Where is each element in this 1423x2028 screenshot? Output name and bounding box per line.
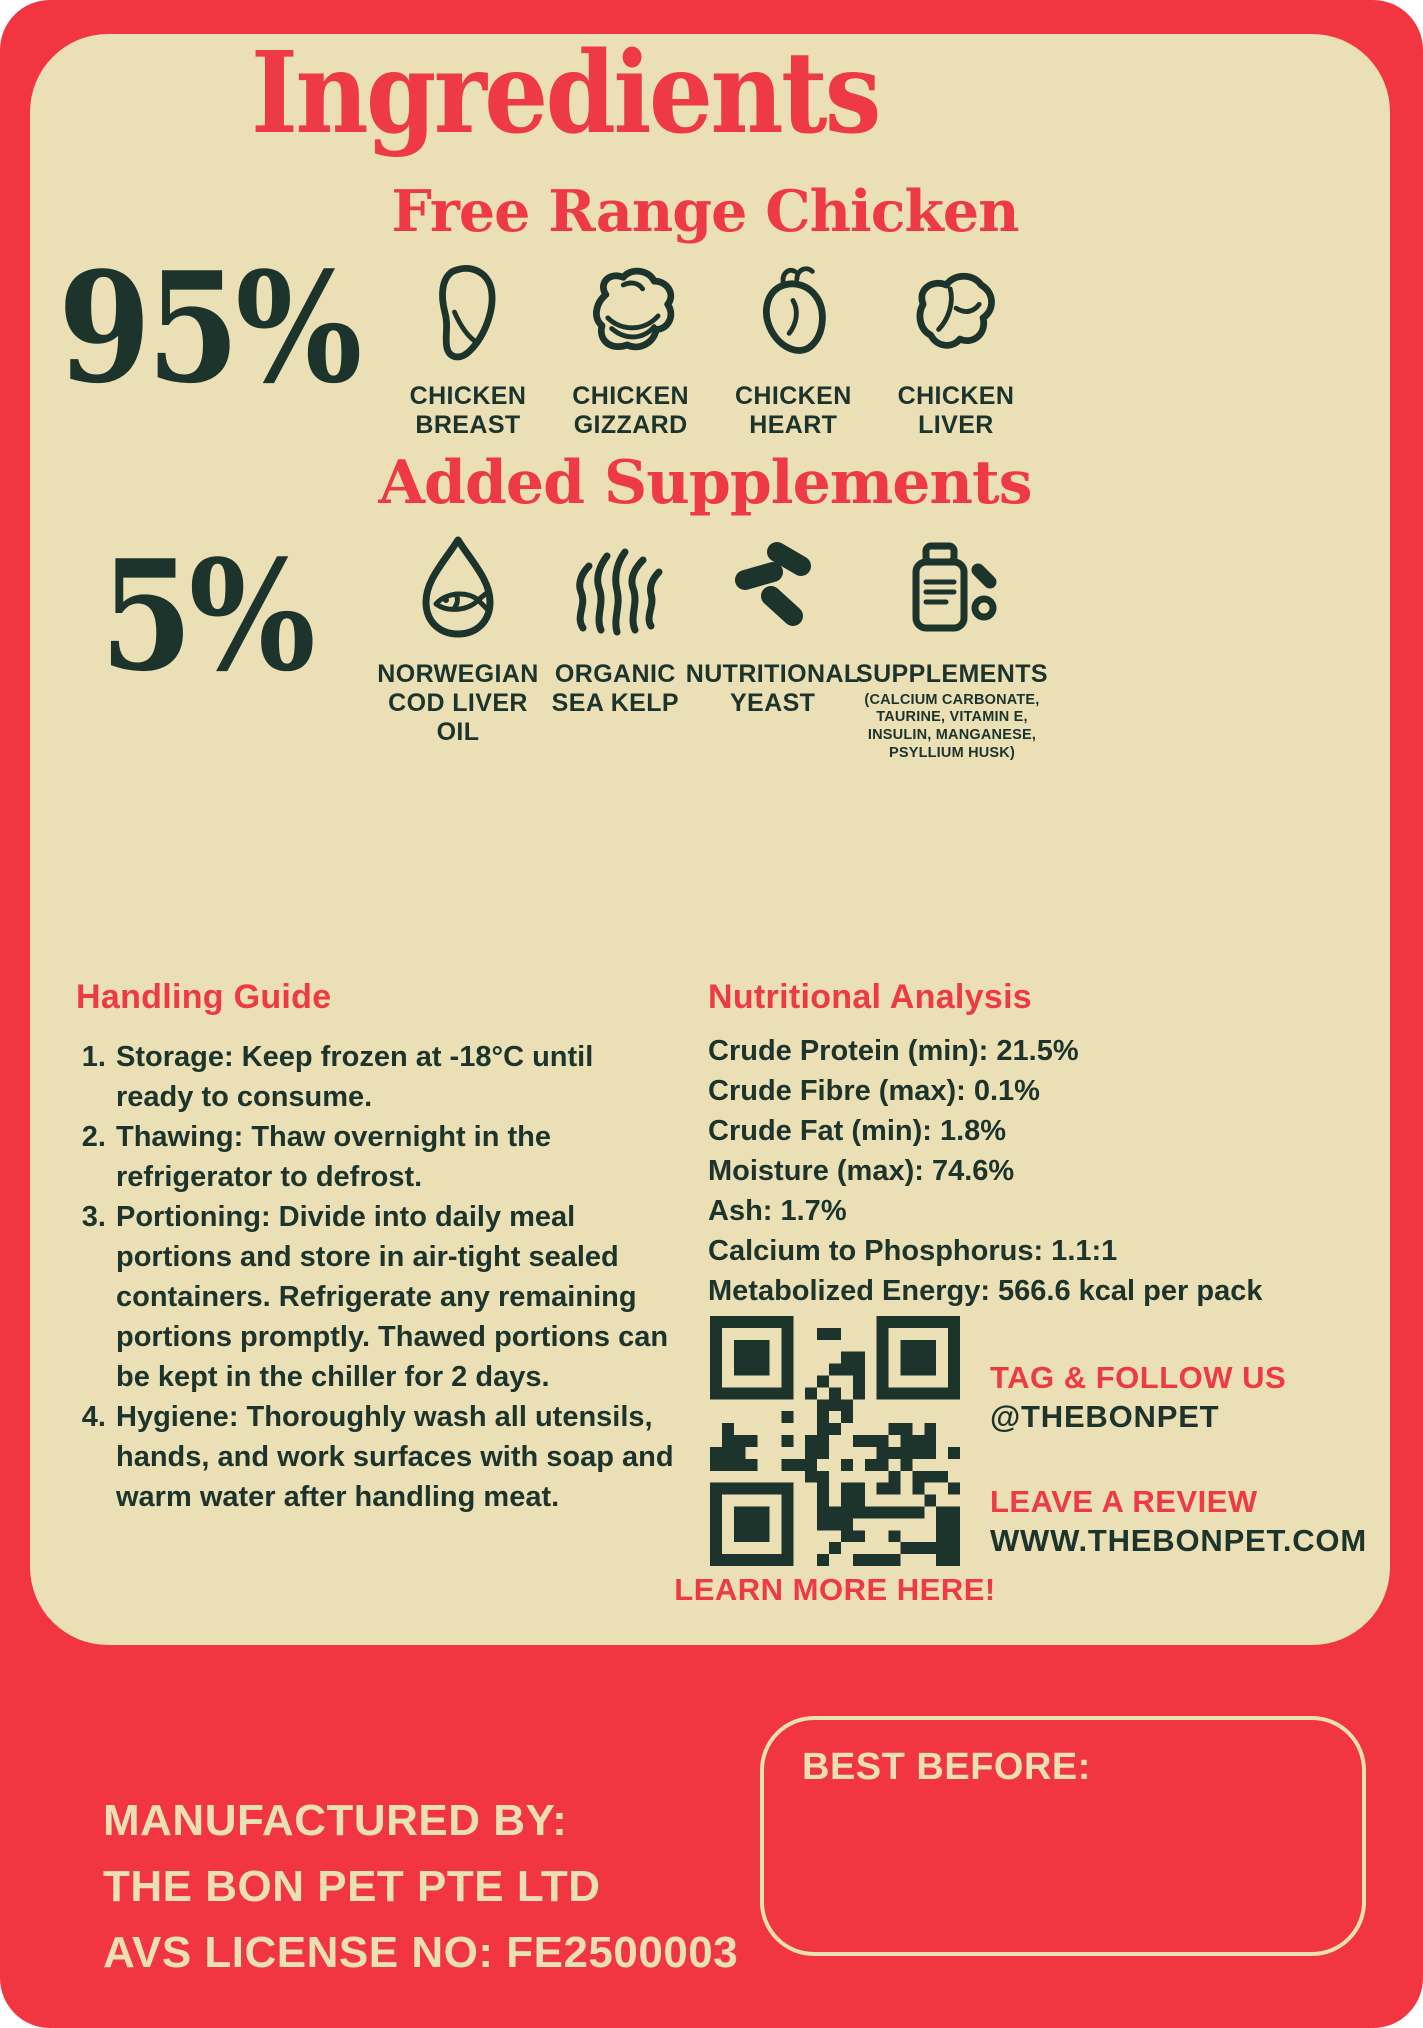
nutrition-row-fibre: Crude Fibre (max): 0.1%: [708, 1075, 1040, 1107]
manufacturer-info: [103, 1788, 738, 1986]
chicken-section-heading: Free Range Chicken: [391, 178, 1019, 245]
handling-item-hygiene: 4. Hygiene: Thoroughly wash all utensils, hands, and work surfaces with soap and warm water after handling meat.: [114, 1397, 676, 1517]
cod-liver-oil-item: [377, 524, 539, 763]
nutrition-row-ash: Ash: 1.7%: [708, 1195, 847, 1227]
follow-group: [990, 1358, 1367, 1436]
handling-item-storage: 1. Storage: Keep frozen at -18°C until ready to consume.: [114, 1037, 676, 1117]
nutritional-analysis-rows: [708, 1031, 1388, 1311]
sea-kelp-icon: [555, 524, 675, 652]
icon-label: NUTRITIONAL YEAST: [685, 660, 860, 717]
handling-guide-section: [76, 978, 676, 1517]
best-before-box: [760, 1716, 1366, 1956]
chicken-liver-item: [880, 254, 1032, 440]
chicken-breast-item: [392, 254, 544, 440]
company-name-line: THE BON PET PTE LTD: [103, 1862, 601, 1911]
best-before-label: BEST BEFORE:: [802, 1746, 1091, 1788]
icon-label: NORWEGIAN COD LIVER OIL: [377, 660, 539, 746]
nutrition-row-protein: Crude Protein (min): 21.5%: [708, 1035, 1079, 1067]
license-number-line: AVS LICENSE NO: FE2500003: [103, 1928, 739, 1977]
icon-label: CHICKEN LIVER: [897, 382, 1015, 439]
social-links-block: [990, 1358, 1367, 1560]
icon-label: CHICKEN GIZZARD: [572, 382, 689, 439]
chicken-breast-icon: [410, 254, 526, 374]
handling-item-portioning: 3. Portioning: Divide into daily meal portions and store in air-tight sealed containers. Refrigerate any remaining portions promptly. Thawed portions can be kept in the chiller for 2 days.: [114, 1197, 676, 1397]
nutritional-analysis-section: [708, 978, 1388, 1311]
chicken-icons-row: [392, 254, 1032, 440]
supplements-icons-row: [377, 524, 1052, 763]
manufactured-by-line: MANUFACTURED BY:: [103, 1796, 568, 1845]
sea-kelp-item: [537, 524, 693, 763]
nutritional-yeast-item: [685, 524, 860, 763]
review-heading: LEAVE A REVIEW: [990, 1484, 1258, 1519]
icon-label: ORGANIC SEA KELP: [551, 660, 679, 717]
review-url: WWW.THEBONPET.COM: [990, 1523, 1367, 1558]
follow-heading: TAG & FOLLOW US: [990, 1360, 1287, 1395]
icon-label: CHICKEN HEART: [734, 382, 852, 439]
chicken-gizzard-icon: [573, 254, 689, 374]
supplements-detail-label: (CALCIUM CARBONATE, TAURINE, VITAMIN E, INSULIN, MANGANESE, PSYLLIUM HUSK): [864, 691, 1040, 761]
handling-item-thawing: 2. Thawing: Thaw overnight in the refrigerator to defrost.: [114, 1117, 676, 1197]
nutrition-row-fat: Crude Fat (min): 1.8%: [708, 1115, 1007, 1147]
chicken-percent: 95%: [58, 238, 359, 417]
handling-guide-list: [76, 1037, 676, 1517]
nutrition-row-moisture: Moisture (max): 74.6%: [708, 1155, 1015, 1187]
cod-liver-oil-icon: [398, 524, 518, 652]
qr-code: [710, 1316, 960, 1566]
qr-code-pattern: [710, 1316, 960, 1566]
nutritional-yeast-icon: [713, 524, 833, 652]
chicken-heart-icon: [735, 254, 851, 374]
supplements-section-heading: Added Supplements: [378, 448, 1032, 518]
chicken-liver-icon: [898, 254, 1014, 374]
chicken-heart-item: [717, 254, 869, 440]
nutrition-row-energy: Metabolized Energy: 566.6 kcal per pack: [708, 1275, 1263, 1307]
page-title: Ingredients: [251, 28, 879, 159]
nutritional-analysis-heading: Nutritional Analysis: [708, 978, 1033, 1016]
handling-guide-heading: Handling Guide: [76, 978, 332, 1016]
supplement-bottle-icon: [892, 524, 1012, 652]
follow-handle: @THEBONPET: [990, 1399, 1220, 1434]
supplement-bottle-item: [852, 524, 1052, 763]
chicken-gizzard-item: [555, 254, 707, 440]
icon-label: CHICKEN BREAST: [409, 382, 527, 439]
icon-label: SUPPLEMENTS: [856, 660, 1048, 688]
review-group: [990, 1482, 1367, 1560]
nutrition-row-calcium-phosphorus: Calcium to Phosphorus: 1.1:1: [708, 1235, 1118, 1267]
supplements-percent: 5%: [100, 526, 312, 705]
qr-caption: LEARN MORE HERE!: [674, 1572, 996, 1607]
